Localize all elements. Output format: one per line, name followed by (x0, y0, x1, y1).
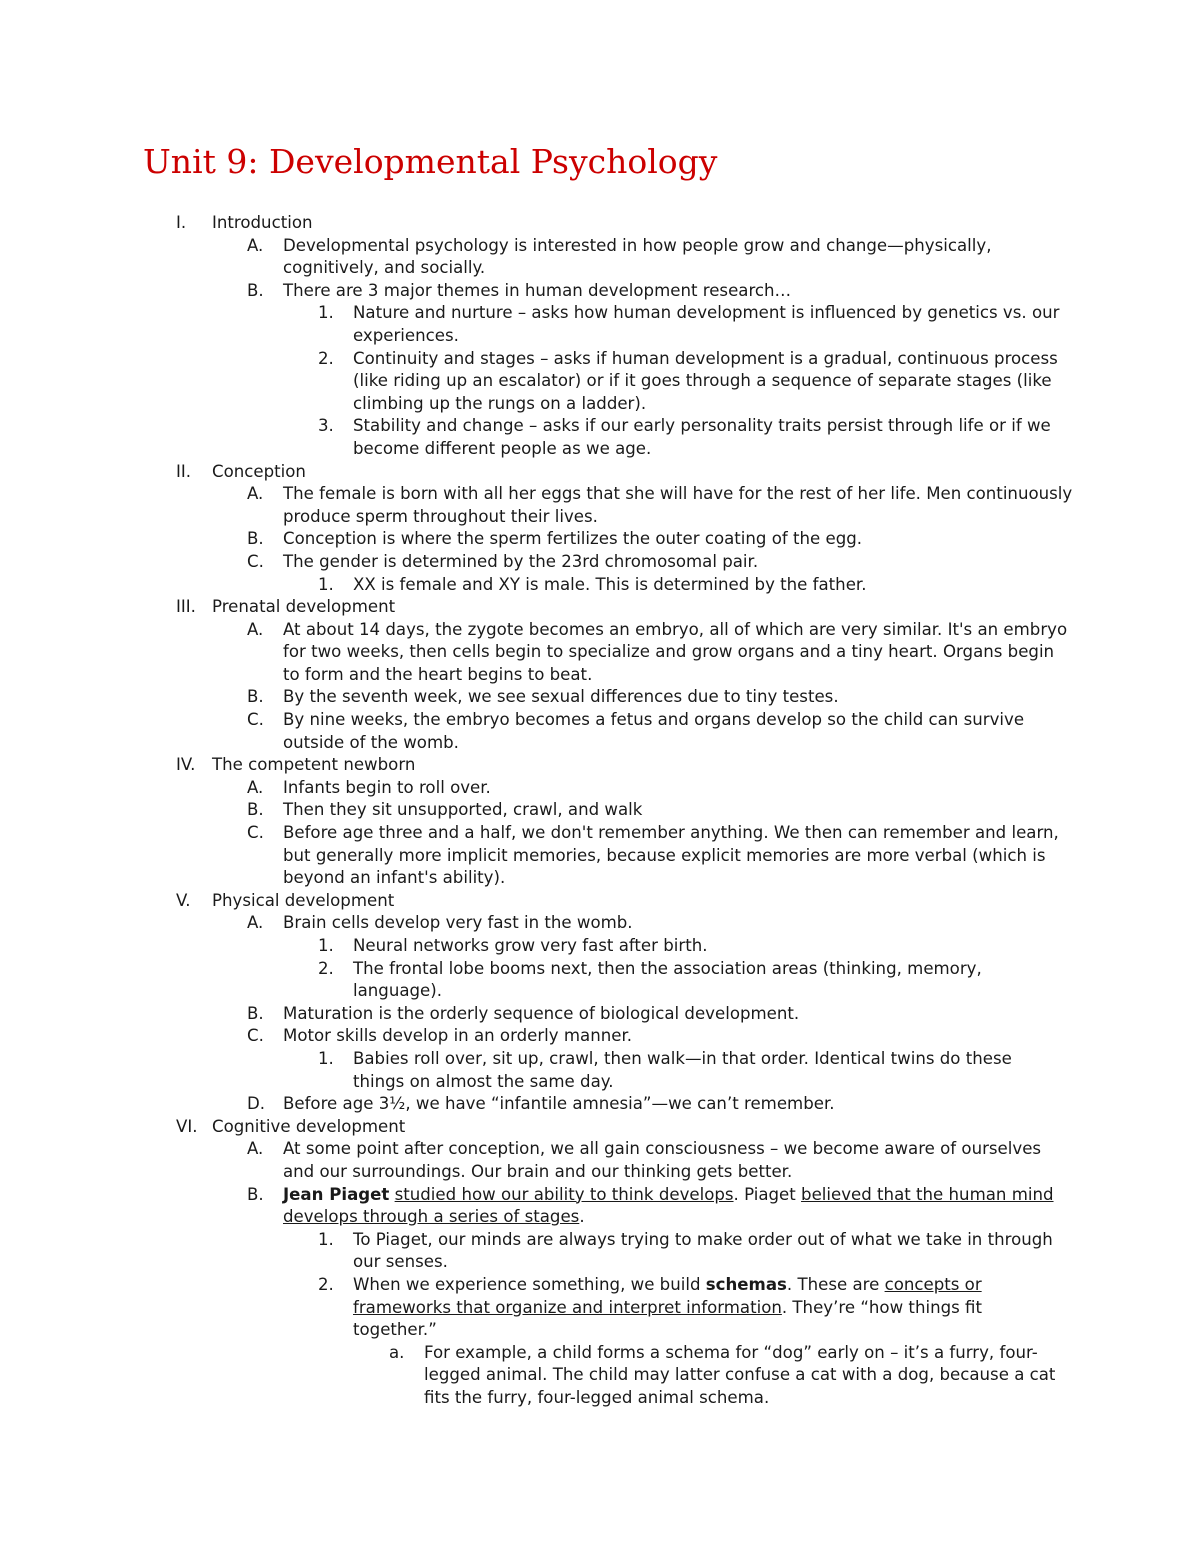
outline-item (0, 709, 1200, 754)
outline-marker: 1. (318, 1048, 334, 1068)
outline-text: Conception (212, 461, 306, 481)
bold-term: schemas (705, 1274, 787, 1294)
outline-text: Nature and nurture – asks how human development is influenced by genetics vs. our experiences. (353, 303, 1060, 345)
outline-marker: A. (247, 235, 264, 255)
outline-marker: B. (247, 280, 264, 300)
outline-text: At about 14 days, the zygote becomes an embryo, all of which are very similar. It's an embryo for two weeks, then cells begin to specialize and grow organs and a tiny heart. Organs begin to form and the heart begins to beat. (283, 619, 1068, 684)
outline-marker: 1. (318, 1229, 334, 1249)
outline-marker: C. (247, 823, 264, 843)
outline-item (0, 415, 1200, 460)
outline-item (0, 958, 1200, 1003)
outline-text: To Piaget, our minds are always trying to make order out of what we take in through our senses. (353, 1229, 1053, 1272)
outline-item (0, 1274, 1200, 1342)
outline-marker: 2. (318, 348, 334, 368)
outline-item (0, 596, 1200, 619)
underlined-phrase: concepts or frameworks that organize and interpret information (353, 1274, 982, 1317)
outline-text: Cognitive development (212, 1116, 406, 1136)
outline-text: Brain cells develop very fast in the womb. (283, 913, 633, 933)
outline-item (0, 212, 1200, 235)
outline-text: The competent newborn (212, 755, 416, 775)
outline-text: Introduction (212, 213, 313, 232)
outline-text: Before age 3½, we have “infantile amnesia”—we can’t remember. (283, 1094, 835, 1114)
outline-item (0, 302, 1200, 347)
underlined-phrase: believed that the human mind develops through a series of stages (283, 1184, 1054, 1227)
outline-marker: B. (247, 1184, 264, 1204)
outline-text: At some point after conception, we all gain consciousness – we become aware of ourselves and our surroundings. Our brain and our thinking gets better. (283, 1139, 1042, 1181)
outline-marker: B. (247, 529, 264, 549)
outline-marker: a. (389, 1342, 405, 1362)
outline-text: Motor skills develop in an orderly manner. (283, 1026, 633, 1046)
outline-item (0, 551, 1200, 574)
outline-marker: VI. (176, 1116, 198, 1136)
outline-marker: III. (176, 597, 196, 617)
outline-text: The gender is determined by the 23rd chromosomal pair. (283, 551, 759, 571)
text-run: . These are (786, 1274, 885, 1294)
text-run: . They’re “how things fit together.” (353, 1297, 982, 1340)
outline-text: There are 3 major themes in human development research… (283, 280, 792, 300)
outline-text: For example, a child forms a schema for “dog” early on – it’s a furry, four-legged animal. The child may latter confuse a cat with a dog, because a cat fits the furry, four-legged animal schema. (424, 1342, 1056, 1407)
outline-item (0, 890, 1200, 913)
outline-item (0, 1093, 1200, 1116)
outline-item (0, 528, 1200, 551)
outline-text: Maturation is the orderly sequence of biological development. (283, 1003, 800, 1023)
outline-text: Before age three and a half, we don't remember anything. We then can remember and learn, but generally more implicit memories, because explicit memories are more verbal (which is beyond an infant's ability). (283, 823, 1059, 888)
outline-marker: B. (247, 687, 264, 707)
outline-marker: B. (247, 1003, 264, 1023)
outline-marker: 1. (318, 303, 334, 323)
outline-text (283, 1184, 1073, 1229)
outline-text: The frontal lobe booms next, then the association areas (thinking, memory, language). (353, 958, 982, 1001)
outline-marker: 1. (318, 936, 334, 955)
outline-text: Developmental psychology is interested in how people grow and change—physically, cognitively, and socially. (283, 235, 992, 278)
document-title: Unit 9: Developmental Psychology (143, 142, 718, 181)
outline-marker: IV. (176, 755, 196, 775)
outline-item (0, 1138, 1200, 1183)
outline-marker: A. (247, 1139, 264, 1159)
text-run: When we experience something, we build (353, 1274, 706, 1294)
text-run: . (579, 1207, 585, 1227)
outline-marker: 2. (318, 958, 334, 978)
outline-item (0, 619, 1200, 687)
outline-text: By the seventh week, we see sexual differences due to tiny testes. (283, 687, 839, 707)
bold-term: Jean Piaget (283, 1184, 390, 1204)
outline-text: Stability and change – asks if our early personality traits persist through life or if we become different people as we age. (353, 416, 1051, 458)
outline-item (0, 1229, 1200, 1274)
outline-item (0, 235, 1200, 280)
outline-list (0, 212, 1200, 1409)
outline-item (0, 1116, 1200, 1139)
outline-text: Neural networks grow very fast after birth. (353, 936, 708, 955)
outline-marker: 1. (318, 574, 334, 594)
outline-text: Prenatal development (212, 597, 396, 617)
outline-text (353, 1274, 1065, 1342)
outline-marker: C. (247, 710, 264, 730)
outline-item (0, 483, 1200, 528)
outline-item (0, 1342, 1200, 1410)
outline-item (0, 799, 1200, 822)
outline-text: Conception is where the sperm fertilizes the outer coating of the egg. (283, 529, 863, 549)
outline-marker: I. (176, 213, 187, 232)
outline-item (0, 1025, 1200, 1048)
underlined-phrase: studied how our ability to think develops (394, 1184, 734, 1204)
outline-item (0, 912, 1200, 935)
outline-item (0, 822, 1200, 890)
outline-text: Then they sit unsupported, crawl, and walk (283, 800, 643, 820)
outline-marker: C. (247, 551, 264, 571)
outline-marker: 3. (318, 416, 334, 436)
outline-item (0, 754, 1200, 777)
outline-item (0, 1184, 1200, 1229)
outline-marker: C. (247, 1026, 264, 1046)
outline-text: By nine weeks, the embryo becomes a fetus and organs develop so the child can survive outside of the womb. (283, 710, 1025, 752)
outline-marker: A. (247, 619, 264, 639)
outline-text: Continuity and stages – asks if human development is a gradual, continuous process (like riding up an escalator) or if it goes through a sequence of separate stages (like climbing up the rungs on a ladder). (353, 348, 1058, 413)
outline-item (0, 461, 1200, 484)
outline-text: XX is female and XY is male. This is determined by the father. (353, 574, 867, 594)
text-run: . Piaget (733, 1184, 802, 1204)
outline-text: Babies roll over, sit up, crawl, then walk—in that order. Identical twins do these things on almost the same day. (353, 1048, 1012, 1091)
outline-marker: V. (176, 890, 191, 910)
outline-item (0, 574, 1200, 597)
outline-item (0, 935, 1200, 958)
outline-marker: A. (247, 913, 264, 933)
outline-text: Physical development (212, 890, 395, 910)
outline-item (0, 1003, 1200, 1026)
outline-marker: A. (247, 484, 264, 504)
outline-marker: 2. (318, 1274, 334, 1294)
outline-marker: II. (176, 461, 192, 481)
outline-item (0, 348, 1200, 416)
outline-text: Infants begin to roll over. (283, 777, 491, 797)
outline-text: The female is born with all her eggs that she will have for the rest of her life. Men continuously produce sperm throughout their lives. (283, 484, 1073, 526)
outline-item (0, 1048, 1200, 1093)
outline-marker: B. (247, 800, 264, 820)
outline-item (0, 777, 1200, 800)
outline-marker: A. (247, 777, 264, 797)
outline-marker: D. (247, 1094, 266, 1114)
outline-item (0, 686, 1200, 709)
outline-item (0, 280, 1200, 303)
